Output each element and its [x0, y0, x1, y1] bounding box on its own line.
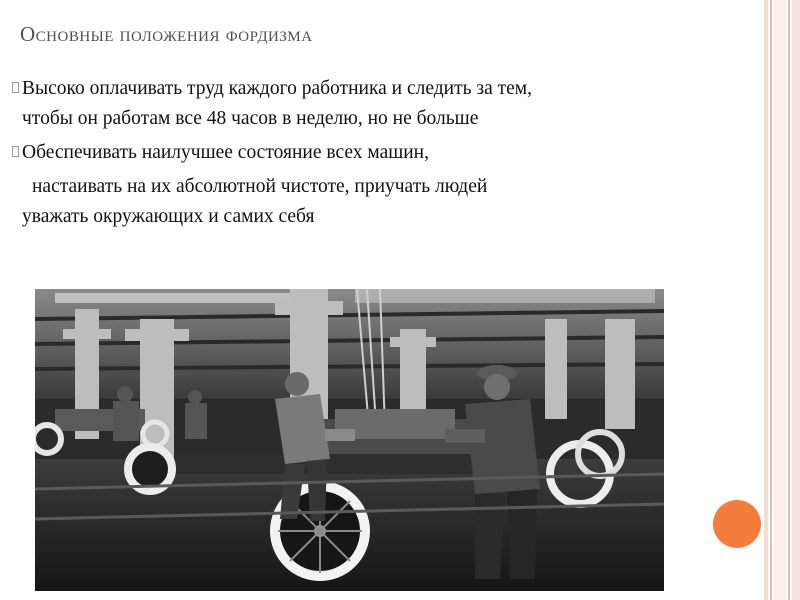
bullet-icon	[12, 82, 19, 93]
assembly-line-photo	[35, 289, 664, 591]
slide-title: Основные положения фордизма	[20, 22, 313, 46]
paragraph-text-line: настаивать на их абсолютной чистоте, приучать людей	[32, 176, 488, 197]
bullet-icon	[12, 146, 19, 157]
bullet-text-line: Обеспечивать наилучшее состояние всех машин,	[22, 142, 429, 163]
bullet-item	[12, 138, 752, 168]
decorative-right-border	[764, 0, 800, 600]
decorative-orange-circle	[713, 500, 761, 548]
bullet-text-line: чтобы он работам все 48 часов в неделю, но не больше	[22, 108, 479, 129]
bullet-list	[12, 74, 752, 232]
bullet-item	[12, 74, 752, 134]
factory-photo-illustration	[35, 289, 664, 591]
bullet-text-line: Высоко оплачивать труд каждого работника и следить за тем,	[22, 78, 533, 99]
paragraph-text-line: уважать окружающих и самих себя	[22, 206, 315, 227]
continuation-paragraph	[12, 172, 752, 232]
